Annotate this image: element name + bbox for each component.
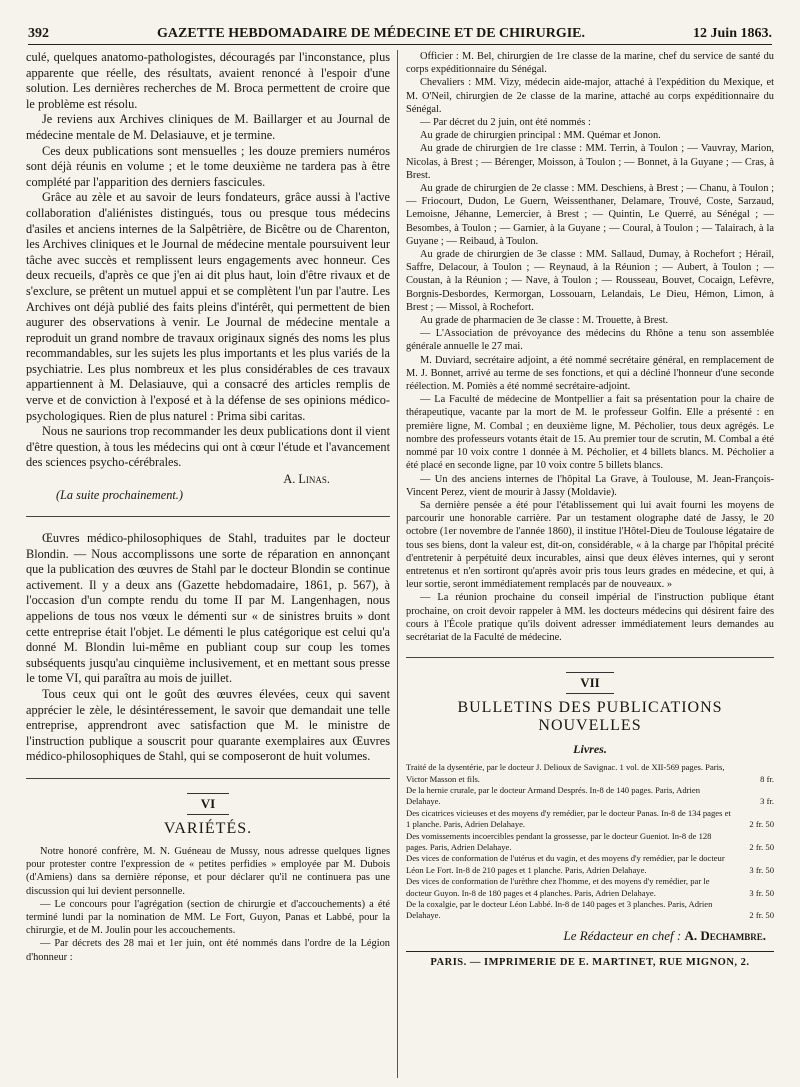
- paragraph: Notre honoré confrère, M. N. Guéneau de Mussy, nous adresse quelques lignes pour protester contre l'expression de « petites perfidies » employée par M. Dubois (d'Amiens) dans sa dernière réponse, et pour déclarer qu'il ne continuera pas une discussion qui lui devient personnelle.: [26, 845, 390, 897]
- paragraph: Je reviens aux Archives cliniques de M. Baillarger et au Journal de médecine mentale de M. Delasiauve, et je termine.: [26, 112, 390, 142]
- section-title: BULLETINS DES PUBLICATIONS NOUVELLES: [457, 699, 723, 735]
- divider: [26, 778, 390, 779]
- paragraph: — L'Association de prévoyance des médecins du Rhône a tenu son assemblée générale annuelle le 27 mai.: [406, 328, 774, 353]
- paragraph: Chevaliers : MM. Vizy, médecin aide-major, attaché à l'expédition du Mexique, et M. O'Neil, chirurgien de 2e classe de la marine, attaché au corps expéditionnaire du Sénégal.: [406, 77, 774, 115]
- paragraph: culé, quelques anatomo-pathologistes, découragés par l'inconstance, plus apparente que réelle, des résultats, avaient renoncé à l'espoir d'une solution. Les dernières recherches de M. Broca permettent de croire que le problème est résolu.: [26, 50, 390, 111]
- paragraph: Tous ceux qui ont le goût des œuvres élevées, ceux qui savent apprécier le zèle, le désintéressement, le savoir que demandait une telle entreprise, apprendront avec satisfaction que M. le ministre de l'instruction publique a souscrit pour quarante exemplaires aux Œuvres médico-philosophiques de Stahl, qui se composeront de huit volumes.: [26, 686, 390, 764]
- book-description: Des cicatrices vicieuses et des moyens d'y remédier, par le docteur Panas. In-8 de 134 pages et 1 planche. Paris, Adrien Delahaye.: [406, 807, 731, 830]
- paragraph: Officier : M. Bel, chirurgien de 1re classe de la marine, chef du service de santé du corps expéditionnaire du Sénégal.: [406, 51, 774, 76]
- section-number: VII: [566, 672, 614, 694]
- paragraph: — Le concours pour l'agrégation (section de chirurgie et d'accouchements) a été terminé lundi par la nomination de MM. Le Fort, Guyon, Panas et Labbé, pour la chirurgie, et de M. Joulin pour les accouchements.: [26, 898, 390, 937]
- left-column: [26, 50, 390, 1080]
- issue-date: 12 Juin 1863.: [693, 26, 772, 41]
- continued-note: (La suite prochainement.): [56, 488, 183, 503]
- right-column: [406, 50, 774, 1080]
- page-number: 392: [28, 26, 49, 41]
- book-price: 8 fr.: [760, 773, 774, 784]
- paragraph: — Par décrets des 28 mai et 1er juin, ont été nommés dans l'ordre de la Légion d'honneur :: [26, 938, 390, 963]
- editor-name: A. Dechambre.: [684, 927, 766, 943]
- paragraph: Au grade de chirurgien de 1re classe : MM. Terrin, à Toulon ; — Vauvray, Marion, Nicolas, à Brest ; — Bérenger, Moisson, à Toulon ; — Bonnet, à la Guyane ; — Cras, à Brest.: [406, 143, 774, 181]
- paragraph: — Un des anciens internes de l'hôpital La Grave, à Toulouse, M. Jean-François-Vincent Perez, vient de mourir à Jassy (Moldavie).: [406, 473, 774, 498]
- book-price: 2 fr. 50: [749, 819, 774, 830]
- paragraph: Ces deux publications sont mensuelles ; les douze premiers numéros sont déjà réunis en volume ; et le tome deuxième ne tardera pas à être complété par l'apparition des derniers fascicules.: [26, 143, 390, 189]
- paragraph: — Par décret du 2 juin, ont été nommés :: [420, 117, 591, 129]
- editor-line: [406, 928, 774, 944]
- book-price: 3 fr.: [760, 796, 774, 807]
- book-price: 3 fr. 50: [749, 887, 774, 898]
- book-entry: [406, 876, 774, 899]
- book-description: Des vices de conformation de l'utérus et du vagin, et des moyens d'y remédier, par le docteur Léon Le Fort. In-8 de 210 pages et 1 planche. Paris, Adrien Delahaye.: [406, 853, 725, 875]
- author-signature: A. Linas.: [283, 472, 330, 487]
- section-header: [26, 793, 390, 815]
- paragraph: Grâce au zèle et au savoir de leurs fondateurs, grâce aussi à l'active collaboration d'aliénistes distingués, tous ou presque tous médecins d'asiles et anciens internes de la Salpêtrière, de Bicêtre ou de Charenton, les Archives cliniques et le Journal de médecine mentale poursuivent leur tâche avec succès et remplissent leurs engagements avec honneur. Ces deux recueils, d'après ce que j'en ai dit plus haut, loin d'être rivaux et de s'exclure, se prêtent un mutuel appui et se complètent l'un par l'autre. Les Archives ont déjà publié des faits pleins d'intérêt, qui permettent de bien augurer des observations à venir. Le Journal de médecine mentale a reproduit un grand nombre de travaux originaux signés des noms les plus recommandables, sur les sujets les plus importants et les plus variés de la psychiatrie. Les plus nombreux et les plus considérables de ces travaux appartiennent à M. Delasiauve, qui a consacré des articles remplis de verve et de conviction à l'exposé et à la défense de ses opinions médico-psychologiques. Rien de plus naturel : Prima sibi caritas.: [26, 190, 390, 423]
- paragraph: — La Faculté de médecine de Montpellier a fait sa présentation pour la chaire de thérapeutique, vacante par la mort de M. le professeur Golfin. Elle a présenté : en première ligne, M. Combal ; en deuxième ligne, M. Pécholier, tous deux agrégés. Le nombre des professeurs votants était de 15. Au premier tour de scrutin, M. Combal a été nommé par 10 voix contre 1 donnée à M. Pécholier, et 4 billets blancs. M. Pécholier a été placé en seconde ligne, par 10 voix contre 5 billets blancs.: [406, 394, 774, 472]
- header-rule: [28, 44, 772, 45]
- book-entry: [406, 785, 774, 808]
- book-entry: [406, 899, 774, 922]
- paragraph: M. Duviard, secrétaire adjoint, a été nommé secrétaire général, en remplacement de M. J. Bonnet, arrivé au terme de ses fonctions, et qui a décliné l'honneur d'une seconde réélection. M. Pomiès a été nommé secrétaire-adjoint.: [406, 354, 774, 393]
- book-description: Traité de la dysentérie, par le docteur J. Delioux de Savignac. 1 vol. de XII-569 pages. Paris, Victor Masson et fils.: [406, 762, 725, 784]
- paragraph: Au grade de pharmacien de 3e classe : M. Trouette, à Brest.: [420, 315, 669, 327]
- journal-title: GAZETTE HEBDOMADAIRE DE MÉDECINE ET DE CHIRURGIE.: [157, 26, 585, 41]
- paragraph: Sa dernière pensée a été pour l'établissement qui lui avait fourni les moyens de parcourir une honorable carrière. Par un testament olographe daté de Jassy, le 20 octobre (1er novembre de l'année 1860), il institue l'Hôtel-Dieu de Toulouse légataire de tous ses biens, dont la valeur est, dit-on, considérable, « à la charge par l'hôpital précité d'entretenir à perpétuité deux incurables, ainsi que deux élèves internes, qui y seront entretenus et n'en sortiront qu'après avoir pris tous leurs grades en médecine, et qui, à leur sortie, seront immédiatement remplacés par de nouveaux. »: [406, 499, 774, 591]
- paragraph: Œuvres médico-philosophiques de Stahl, traduites par le docteur Blondin. — Nous accomplissons une sorte de réparation en annonçant que la publication des œuvres de Stahl par le docteur Blondin se continue activement. Il y a deux ans (Gazette hebdomadaire, 1861, p. 567), à l'occasion d'un compte rendu du tome II par M. Langenhagen, nous appelions de tous nos vœux le démenti sur « de sinistres bruits » dont cette entreprise était l'objet. Le démenti le plus catégorique est celui qu'a donné M. Blondin lui-même en publiant coup sur coup les tomes subséquents jusqu'au cinquième inclusivement, et en mettant sous presse le tome VI, qui paraîtra au mois de juillet.: [26, 531, 390, 686]
- running-header: [28, 20, 772, 42]
- book-description: Des vomissements incoercibles pendant la grossesse, par le docteur Gueniot. In-8 de 128 pages. Paris, Adrien Delahaye.: [406, 830, 712, 852]
- section-number: VI: [187, 793, 229, 815]
- divider: [26, 516, 390, 517]
- paragraph: Au grade de chirurgien principal : MM. Quémar et Jonon.: [420, 130, 661, 142]
- book-entry: [406, 853, 774, 876]
- book-description: De la hernie crurale, par le docteur Armand Després. In-8 de 140 pages. Paris, Adrien Delahaye.: [406, 784, 700, 807]
- book-price: 2 fr. 50: [749, 910, 774, 921]
- editor-label: Le Rédacteur en chef :: [563, 927, 682, 943]
- column-separator: [397, 50, 398, 1078]
- section-subtitle: Livres.: [573, 742, 607, 757]
- book-entry: [406, 831, 774, 854]
- book-price: 3 fr. 50: [749, 864, 774, 875]
- section-title: VARIÉTÉS.: [163, 819, 253, 837]
- paragraph: Au grade de chirurgien de 3e classe : MM. Sallaud, Dumay, à Rochefort ; Hérail, Saffre, Delacour, à Toulon ; — Reynaud, à la Réunion ; — Aubert, à Toulon ; — Coustan, à la Réunion ; — Nave, à Toulon ; — Rousseau, Bouvet, Cocaign, Lefèvre, Borgnis-Desbordes, Kermorgan, Lossouarn, Lelandais, Le Dieu, Hémon, Limon, à Brest ; — Missol, à Rochefort.: [406, 249, 774, 313]
- divider: [406, 657, 774, 658]
- paragraph: Nous ne saurions trop recommander les deux publications dont il vient d'être question, à tous les médecins qui ont à cœur l'étude et l'avancement des sciences psycho-cérébrales.: [26, 424, 390, 470]
- book-price: 2 fr. 50: [749, 841, 774, 852]
- book-description: De la coxalgie, par le docteur Léon Labbé. In-8 de 140 pages et 3 planches. Paris, Adrien Delahaye.: [406, 899, 713, 921]
- printer-imprint: PARIS. — IMPRIMERIE DE E. MARTINET, RUE MIGNON, 2.: [406, 951, 774, 968]
- book-description: Des vices de conformation de l'urèthre chez l'homme, et des moyens d'y remédier, par le docteur Guyon. In-8 de 180 pages et 4 planches. Paris, Adrien Delahaye.: [406, 876, 710, 898]
- book-entry: [406, 808, 774, 831]
- paragraph: — La réunion prochaine du conseil impérial de l'instruction publique étant prochaine, on croit devoir rappeler à MM. les docteurs médecins qui désirent faire des cours à l'École pratique qu'ils doivent adresser immédiatement leurs demandes au secrétariat de la Faculté de médecine.: [406, 592, 774, 643]
- section-header: [406, 672, 774, 694]
- book-entry: [406, 762, 774, 785]
- paragraph: Au grade de chirurgien de 2e classe : MM. Deschiens, à Brest ; — Chanu, à Toulon ; — Friocourt, Dudon, Le Guern, Weissenthaner, Delamare, Trouvé, Coste, Sarzaud, Lemoisne, Jéhanne, Lemercier, à Brest ; — Quintin, Le Querré, au Sénégal ; — Besombes, à Toulon ; — Garnier, à la Guyane ; — Coural, à Toulon ; — Talairach, à la Guyane ; — Reibaud, à Toulon.: [406, 183, 774, 247]
